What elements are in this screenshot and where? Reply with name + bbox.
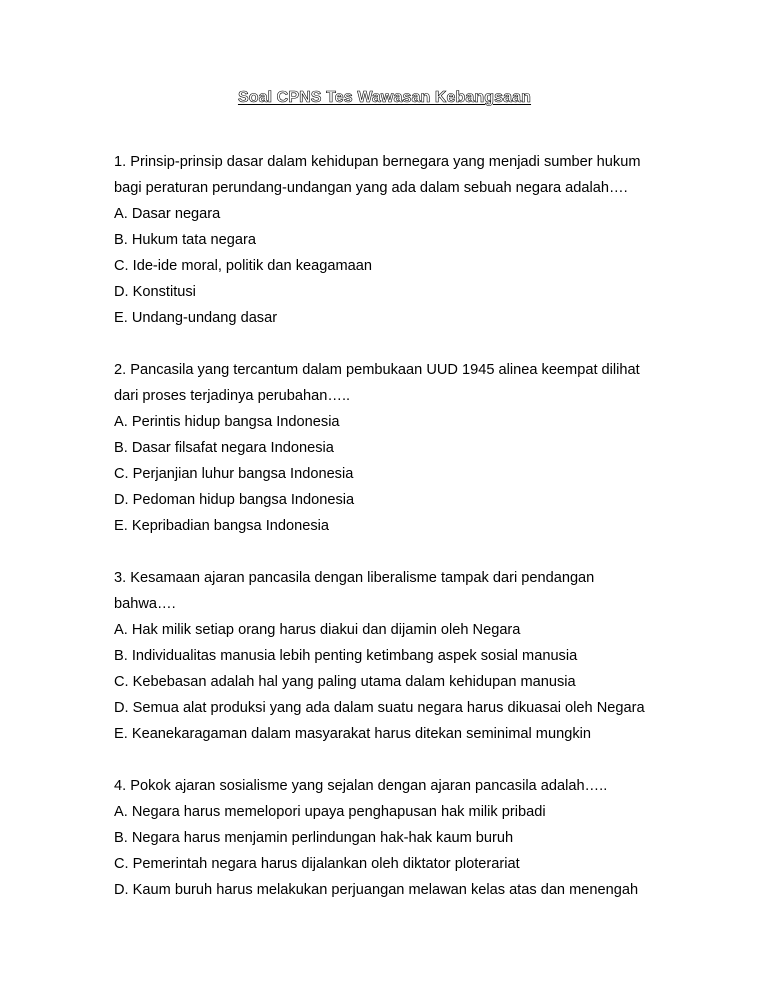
question-1-option-c: C. Ide-ide moral, politik dan keagamaan [114,258,372,274]
question-4-option-b: B. Negara harus menjamin perlindungan hak-hak kaum buruh [114,830,514,846]
question-4-option-c: C. Pemerintah negara harus dijalankan oleh diktator ploterariat [114,856,520,872]
question-2-stem-line-1: 2. Pancasila yang tercantum dalam pembukaan UUD 1945 alinea keempat dilihat [114,362,640,378]
question-4-stem-line-1: 4. Pokok ajaran sosialisme yang sejalan dengan ajaran pancasila adalah….. [114,778,608,794]
question-2-option-e: E. Kepribadian bangsa Indonesia [114,518,330,534]
question-3-option-b: B. Individualitas manusia lebih penting ketimbang aspek sosial manusia [114,648,578,664]
question-3-option-d: D. Semua alat produksi yang ada dalam suatu negara harus dikuasai oleh Negara [114,700,645,716]
question-2-option-d: D. Pedoman hidup bangsa Indonesia [114,492,355,508]
document-title: Soal CPNS Tes Wawasan Kebangsaan [237,89,532,106]
question-1-option-d: D. Konstitusi [114,284,196,300]
question-2-option-c: C. Perjanjian luhur bangsa Indonesia [114,466,354,482]
question-1-option-e: E. Undang-undang dasar [114,310,278,326]
question-1-stem-line-2: bagi peraturan perundang-undangan yang ada dalam sebuah negara adalah…. [114,180,628,196]
question-3-option-a: A. Hak milik setiap orang harus diakui dan dijamin oleh Negara [114,622,521,638]
question-4-option-a: A. Negara harus memelopori upaya penghapusan hak milik pribadi [114,804,546,820]
question-2-option-a: A. Perintis hidup bangsa Indonesia [114,414,340,430]
question-3-option-c: C. Kebebasan adalah hal yang paling utama dalam kehidupan manusia [114,674,576,690]
question-3-option-e: E. Keanekaragaman dalam masyarakat harus ditekan seminimal mungkin [114,726,591,742]
question-3-stem-line-2: bahwa…. [114,596,176,612]
question-2-stem-line-2: dari proses terjadinya perubahan….. [114,388,351,404]
question-1-option-b: B. Hukum tata negara [114,232,256,248]
question-1-option-a: A. Dasar negara [114,206,221,222]
question-4-option-d: D. Kaum buruh harus melakukan perjuangan melawan kelas atas dan menengah [114,882,639,898]
question-1-stem-line-1: 1. Prinsip-prinsip dasar dalam kehidupan bernegara yang menjadi sumber hukum [114,154,641,170]
question-3-stem-line-1: 3. Kesamaan ajaran pancasila dengan liberalisme tampak dari pendangan [114,570,595,586]
question-2-option-b: B. Dasar filsafat negara Indonesia [114,440,334,456]
